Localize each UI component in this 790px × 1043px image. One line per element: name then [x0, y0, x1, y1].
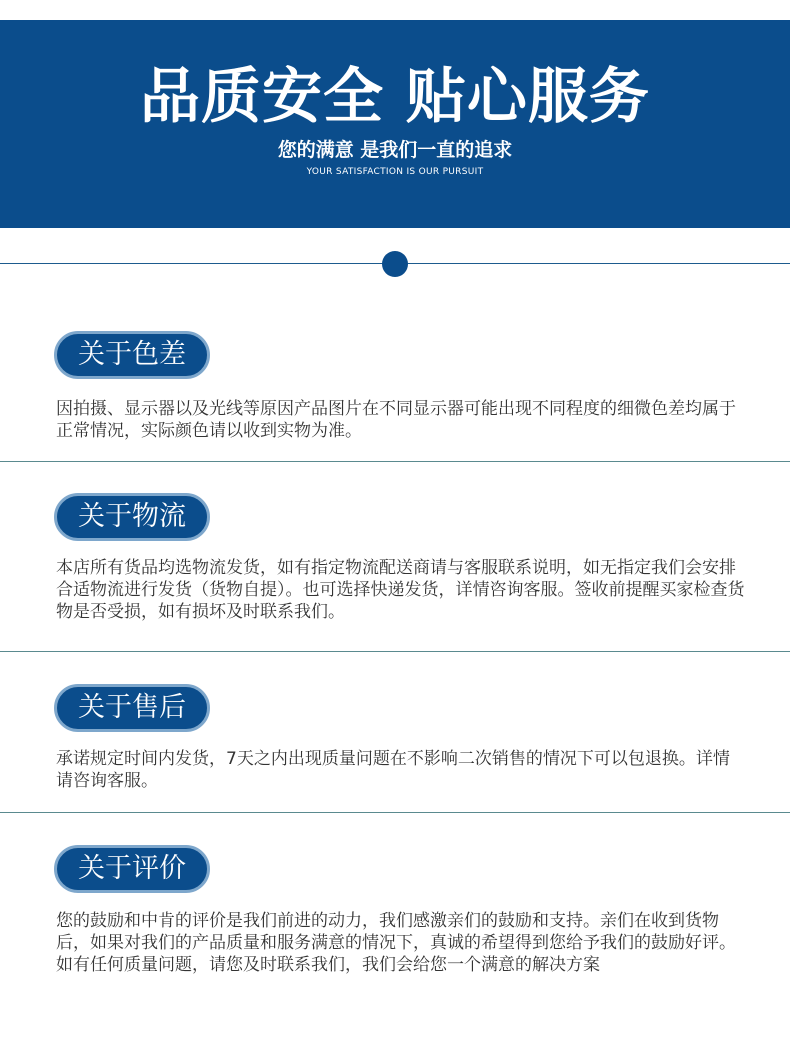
hero-banner: [0, 20, 790, 228]
section-separator: [0, 461, 790, 462]
hero-title: 品质安全 贴心服务: [140, 62, 650, 132]
hero-subtitle: 您的满意 是我们一直的追求: [277, 139, 513, 161]
section-heading-logistics: 关于物流: [54, 493, 210, 541]
section-heading-color-difference: 关于色差: [54, 331, 210, 379]
section-text-after-sales: 承诺规定时间内发货，7天之内出现质量问题在不影响二次销售的情况下可以包退换。详情请咨询客服。: [56, 749, 730, 791]
hero-subtitle-en: YOUR SATISFACTION IS OUR PURSUIT: [306, 167, 484, 177]
section-text-logistics: 本店所有货品均选物流发货，如有指定物流配送商请与客服联系说明，如无指定我们会安排合适物流进行发货（货物自提）。也可选择快递发货，详情咨询客服。签收前提醒买家检查货物是否受损，如有损坏及时联系我们。: [56, 558, 745, 622]
section-text-color-difference: 因拍摄、显示器以及光线等原因产品图片在不同显示器可能出现不同程度的细微色差均属于正常情况，实际颜色请以收到实物为准。: [56, 399, 736, 441]
section-heading-reviews: 关于评价: [54, 845, 210, 893]
section-separator: [0, 812, 790, 813]
section-separator: [0, 651, 790, 652]
section-text-reviews: 您的鼓励和中肯的评价是我们前进的动力，我们感激亲们的鼓励和支持。亲们在收到货物后，如果对我们的产品质量和服务满意的情况下，真诚的希望得到您给予我们的鼓励好评。如有任何质量问题，请您及时联系我们，我们会给您一个满意的解决方案: [56, 911, 736, 975]
section-heading-after-sales: 关于售后: [54, 684, 210, 732]
divider-dot-icon: [382, 251, 408, 277]
